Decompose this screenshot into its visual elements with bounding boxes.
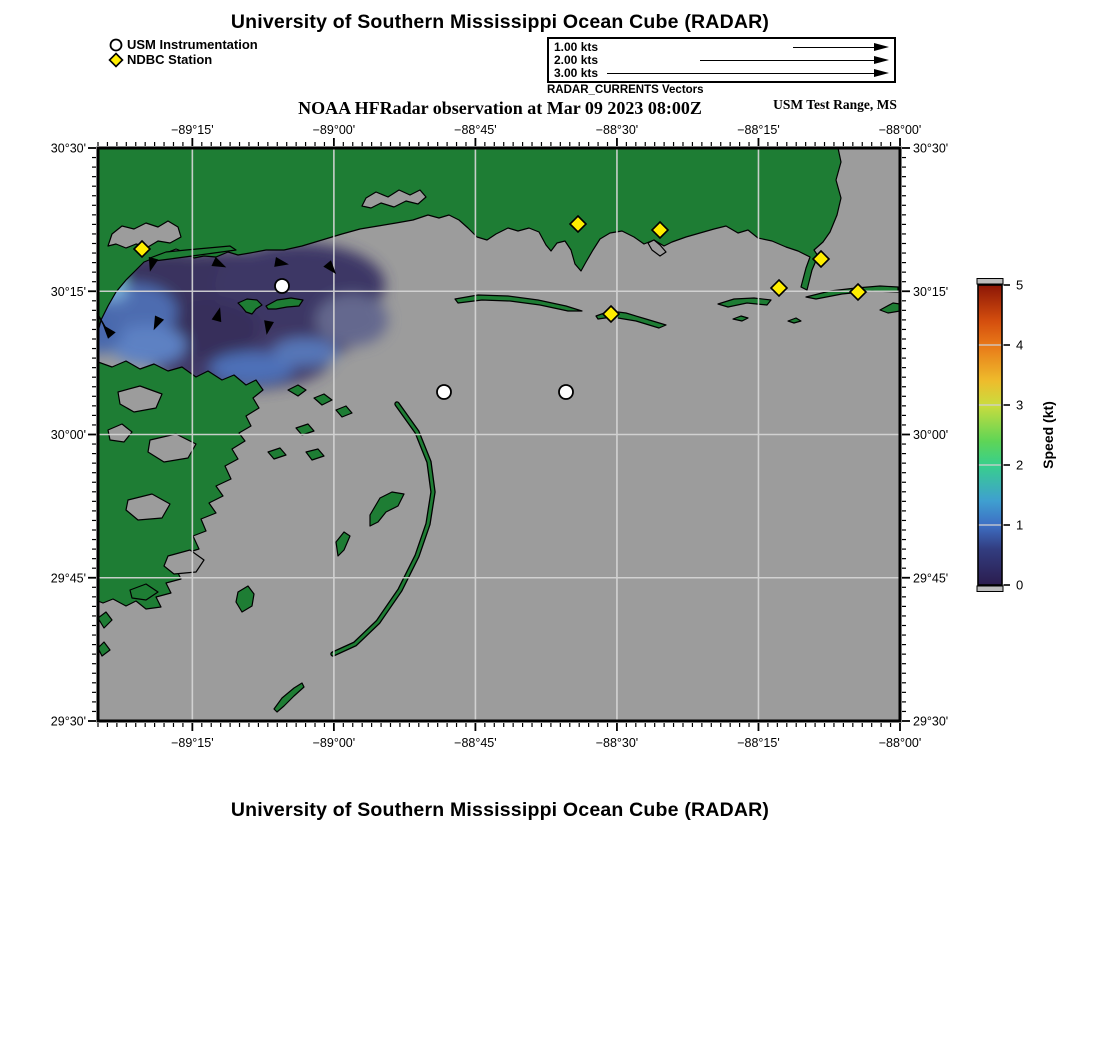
colorbar-top-cap [977, 279, 1003, 285]
lat-label: 29°30' [913, 714, 949, 729]
lon-label: −88°15' [737, 736, 780, 750]
lat-label: 29°45' [50, 571, 86, 586]
lat-label: 30°30' [913, 141, 949, 156]
lon-label: −89°00' [312, 123, 356, 137]
vector-scale-caption: RADAR_CURRENTS Vectors [547, 84, 704, 96]
range-label: USM Test Range, MS [773, 97, 897, 112]
colorbar-tick-label: 5 [1016, 277, 1024, 293]
lon-label: −89°00' [312, 736, 356, 750]
lon-label: −88°30' [595, 123, 639, 137]
lon-label: −88°15' [737, 123, 780, 137]
lat-label: 30°15' [913, 284, 949, 299]
lon-label: −89°15' [171, 736, 214, 750]
colorbar-tick-label: 2 [1016, 457, 1024, 473]
lon-label: −88°00' [878, 736, 922, 750]
legend-label-usm: USM Instrumentation [127, 37, 258, 52]
lat-label: 30°30' [50, 141, 86, 156]
usm-site-marker [437, 385, 451, 399]
colorbar-gradient [978, 285, 1002, 585]
lat-label: 30°00' [50, 428, 86, 442]
colorbar-tick-label: 0 [1016, 577, 1024, 593]
lat-label: 29°45' [913, 571, 949, 586]
colorbar [977, 278, 1056, 593]
page-title: University of Southern Mississippi Ocean Cube (RADAR) [230, 11, 770, 33]
lon-label: −88°30' [595, 736, 639, 750]
colorbar-tick-label: 4 [1016, 337, 1024, 353]
colorbar-tick-label: 1 [1016, 517, 1024, 533]
usm-site-marker [275, 279, 289, 293]
vector-scale-label: 1.00 kts [554, 40, 599, 54]
colorbar-tick-label: 3 [1016, 397, 1024, 413]
observation-subtitle: NOAA HFRadar observation at Mar 09 2023 08:00Z [298, 98, 702, 118]
lon-label: −88°45' [454, 123, 497, 137]
lon-label: −89°15' [171, 123, 214, 137]
vector-scale-label: 3.00 kts [554, 66, 599, 80]
lat-label: 30°15' [50, 284, 86, 299]
lon-label: −88°45' [454, 736, 497, 750]
lat-label: 30°00' [913, 428, 949, 442]
colorbar-bottom-cap [977, 586, 1003, 592]
colorbar-axis-label: Speed (kt) [1040, 401, 1056, 469]
vector-scale-label: 2.00 kts [554, 53, 599, 67]
usm-site-marker [559, 385, 573, 399]
lat-label: 29°30' [50, 714, 86, 729]
legend-label-ndbc: NDBC Station [127, 52, 213, 67]
lon-label: −88°00' [878, 123, 922, 137]
footer-title: University of Southern Mississippi Ocean Cube (RADAR) [230, 799, 770, 821]
